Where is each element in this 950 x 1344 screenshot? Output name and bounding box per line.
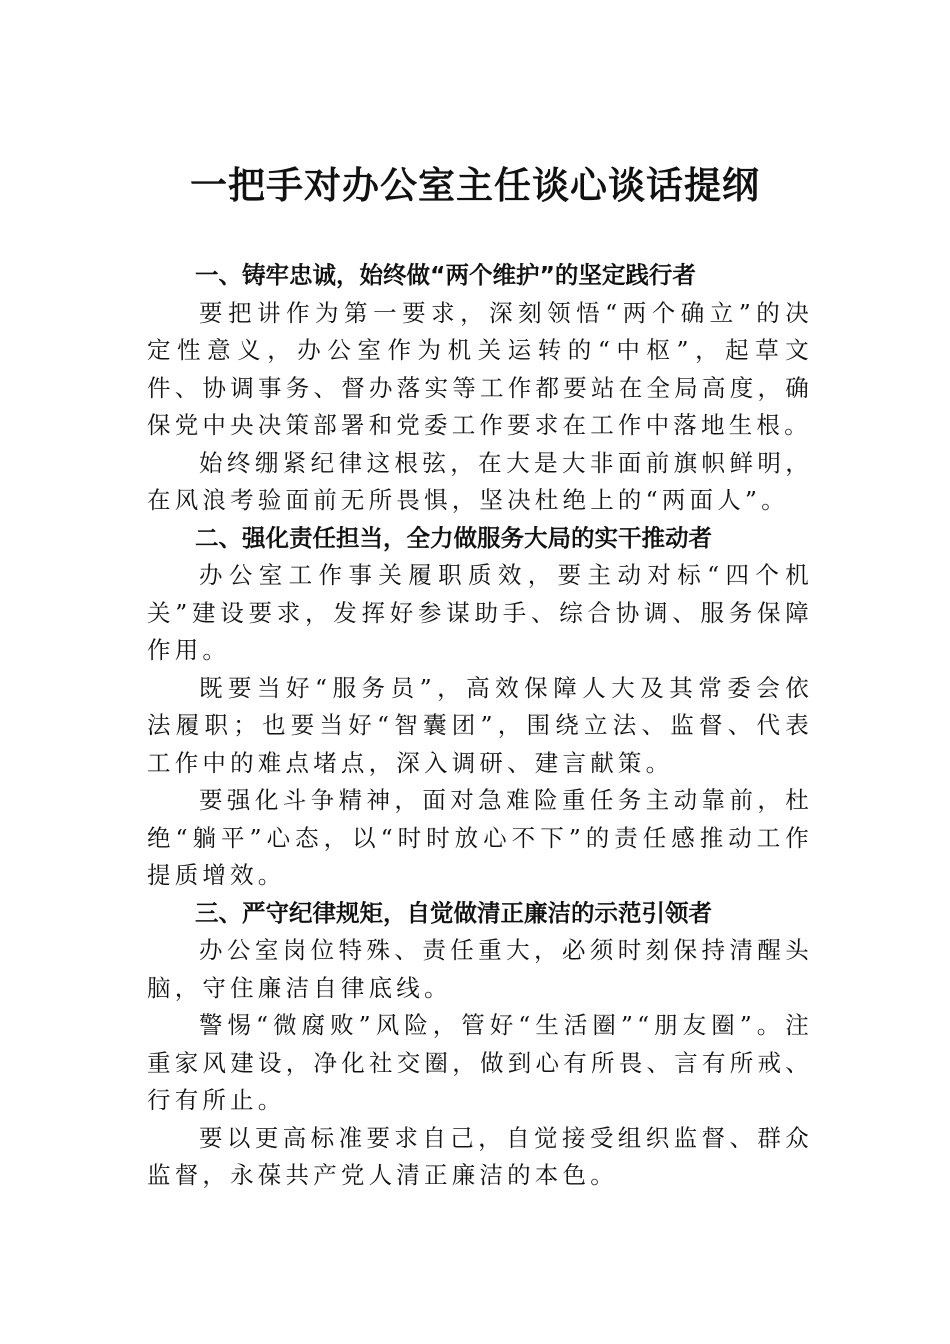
paragraph: 始终绷紧纪律这根弦，在大是大非面前旗帜鲜明，在风浪考验面前无所畏惧，坚决杜绝上的“两面人”。 bbox=[147, 448, 813, 514]
section-heading: 三、严守纪律规矩，自觉做清正廉洁的示范引领者 bbox=[195, 898, 712, 927]
paragraph: 警惕“微腐败”风险，管好“生活圈”“朋友圈”。注重家风建设，净化社交圈，做到心有所畏、言有所戒、行有所止。 bbox=[147, 1011, 813, 1114]
paragraph: 办公室工作事关履职质效，要主动对标“四个机关”建设要求，发挥好参谋助手、综合协调、服务保障作用。 bbox=[147, 561, 813, 664]
section-3 bbox=[147, 895, 813, 1195]
document-body bbox=[147, 257, 813, 1195]
section-heading: 一、铸牢忠诚，始终做“两个维护”的坚定践行者 bbox=[195, 261, 696, 289]
section-heading: 二、强化责任担当，全力做服务大局的实干推动者 bbox=[195, 523, 712, 552]
paragraph: 要把讲作为第一要求，深刻领悟“两个确立”的决定性意义，办公室作为机关运转的“中枢”，起草文件、协调事务、督办落实等工作都要站在全局高度，确保党中央决策部署和党委工作要求在工作中落地生根。 bbox=[147, 298, 813, 439]
section-1 bbox=[147, 257, 813, 520]
section-2 bbox=[147, 520, 813, 895]
paragraph: 既要当好“服务员”，高效保障人大及其常委会依法履职；也要当好“智囊团”，围绕立法、监督、代表工作中的难点堵点，深入调研、建言献策。 bbox=[147, 673, 813, 777]
paragraph: 办公室岗位特殊、责任重大，必须时刻保持清醒头脑，守住廉洁自律底线。 bbox=[147, 936, 813, 1002]
paragraph: 要以更高标准要求自己，自觉接受组织监督、群众监督，永葆共产党人清正廉洁的本色。 bbox=[147, 1123, 813, 1189]
document-title: 一把手对办公室主任谈心谈话提纲 bbox=[190, 163, 760, 207]
paragraph: 要强化斗争精神，面对急难险重任务主动靠前，杜绝“躺平”心态，以“时时放心不下”的责任感推动工作提质增效。 bbox=[147, 786, 813, 889]
